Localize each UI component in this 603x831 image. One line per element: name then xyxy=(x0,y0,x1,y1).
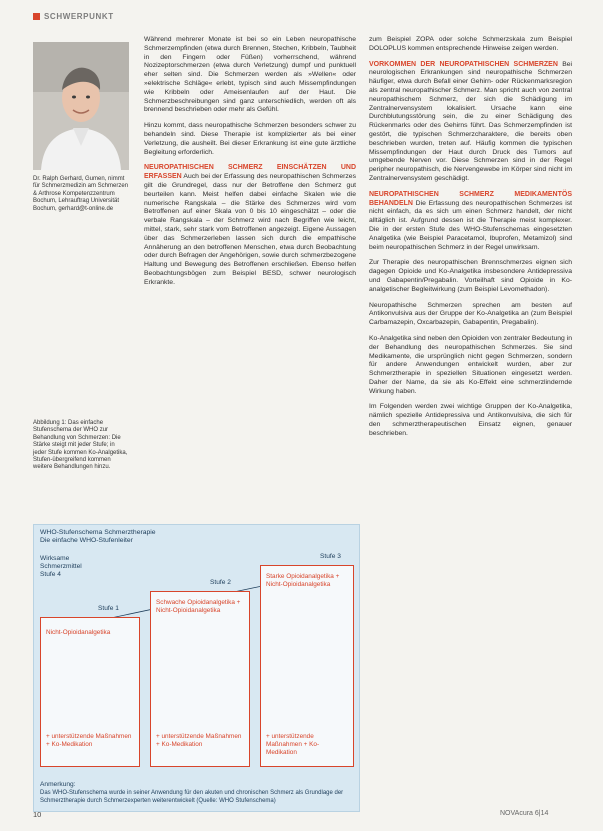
stage-3-text: Starke Opioidanalgetika + Nicht-Opioidanalgetika xyxy=(266,573,340,588)
section-header xyxy=(33,12,114,21)
section-heading: NEUROPATHISCHEN SCHMERZ MEDIKAMENTÖS BEHANDELN xyxy=(369,190,572,207)
page-number: 10 xyxy=(33,810,42,819)
stage-3-adjuvant: + unterstützende Maßnahmen + Ko-Medikation xyxy=(266,733,320,756)
figure-caption: Abbildung 1: Das einfache Stufenschema der WHO zur Behandlung von Schmerzen: Die Stärke steigt mit jeder Stufe; in jeder Stufe kommen Ko-Analgetika, Stufen-übergreifend kommen weitere Behandlungen hinzu. xyxy=(33,420,128,471)
infobox-title: WHO-Stufenschema Schmerztherapie Die einfache WHO-Stufenleiter xyxy=(40,529,156,544)
stufe-3-label: Stufe 3 xyxy=(320,553,341,560)
author-photo xyxy=(33,42,129,170)
who-stufenschema-box xyxy=(33,524,360,812)
axis-label: Wirksame Schmerzmittel Stufe 4 xyxy=(40,555,82,578)
portrait-illustration xyxy=(33,42,129,170)
stufe-2-label: Stufe 2 xyxy=(210,579,231,586)
section-heading: VORKOMMEN DER NEUROPATHISCHEN SCHMERZEN xyxy=(369,60,558,68)
stage-2-text: Schwache Opioidanalgetika + Nicht-Opioidanalgetika xyxy=(156,599,241,614)
infobox-note-title: Anmerkung: xyxy=(40,781,76,788)
stufe-1-label: Stufe 1 xyxy=(98,605,119,612)
body-paragraph: Im Folgenden werden zwei wichtige Gruppen der Ko-Analgetika, nämlich spezielle Antidepressiva und Antikonvulsiva, die sich für den schmerztherapeutischen Einsatz eignen, genauer beschrieben. xyxy=(369,403,572,437)
body-paragraph: Bei neurologischen Erkrankungen sind neuropathische Schmerzen häufiger, etwa durch Befall einer Gehirn- oder Rückenmarksregion als zentral neuropathischer Schmerz. Man spricht auch von zentral neuropathischem Schmerz, der sich die Schädigung im Zentralnervensystem lokalisiert. Ursache kann eine Durchblutungsstörung sein, die zu einer Schädigung des Rückenmarks oder des Gehirns führt. Das Schmerzempfinden ist gestört, die typischen Schmerzcharaktere, die bereits oben beschrieben wurden, treten auf. Häufig kommen die typischen Missempfindungen der Haut durch Druck des Tumors auf umgebende Nerven vor. Diese Schmerzen sind in der Regel peripher neuropathisch, die Nervengewebe im Körper sind nicht im Zentralnervensystem geschädigt. xyxy=(369,60,573,182)
section-block xyxy=(369,191,572,253)
magazine-issue: NOVAcura 6|14 xyxy=(500,810,549,817)
section-block xyxy=(369,61,572,184)
body-paragraph: Hinzu kommt, dass neuropathische Schmerzen besonders schwer zu behandeln sind. Diese Therapie ist komplizierter als bei einer Verletzung, die ausheilt. Bei dieser Erkrankung ist eine gute ärztliche Begleitung erforderlich. xyxy=(144,122,356,156)
body-paragraph: zum Beispiel ZOPA oder solche Schmerzskala zum Beispiel DOLOPLUS kommen entsprechende Hinweise zeigen werden. xyxy=(369,36,572,52)
section-block xyxy=(144,164,356,287)
body-paragraph: Die Erfassung des neuropathischen Schmerzes ist nicht einfach, da es sich um einen Schmerz handelt, der nicht alltäglich ist. Aufgrund dessen ist die Therapie meist komplexer. Die in der ersten Stufe des WHO-Stufenschemas eingesetzten Analgetika (wie Beispiel Paracetamol, Ibuprofen, Metamizol) sind beim neuropathischen Schmerz in der Regel unwirksam. xyxy=(369,199,573,251)
text-column-1 xyxy=(144,36,356,295)
body-paragraph: Auch bei der Erfassung des neuropathischen Schmerzes gilt die Grundregel, dass nur der Betroffene den Schmerz gut beurteilen kann. Meist helfen dabei einfache Skalen wie die numerische Rangskala – die Stärke des Schmerzes wird vom Betroffenen auf einer Skala von 0 bis 10 eingeschätzt – oder die verbale Rangskala – der Schmerz wird nach Begriffen wie leicht, mittel, stark, sehr stark vom Betroffenen angezeigt. Eigene Aussagen über das Schmerzerleben lassen sich durch die empathische Annäherung an den betroffenen Menschen, etwa durch Beobachtung oder durch Befragen der Angehörigen, sowie durch schmerzbezogene Haltung und Bewegung des Betroffenen erschließen. Ebenso helfen Beobachtungsbögen zum Beispiel BESD, schwer neurologisch Erkrankte. xyxy=(144,173,356,286)
body-paragraph: Neuropathische Schmerzen sprechen am besten auf Antikonvulsiva aus der Gruppe der Ko-Analgetika an (zum Beispiel Carbamazepin, Oxcarbazepin, Gabapentin, Pregabalin). xyxy=(369,301,572,327)
text-column-2 xyxy=(369,36,572,446)
author-caption: Dr. Ralph Gerhard, Gumen, nimmt für Schmerzmedizin am Schmerzen & Arthrose Kompetenzzentrum Bochum, Lehrauftrag Universität Bochum, gerhard@t-online.de xyxy=(33,176,129,212)
stage-1-adjuvant: + unterstützende Maßnahmen + Ko-Medikation xyxy=(46,733,132,748)
section-heading: NEUROPATHISCHEN SCHMERZ EINSCHÄTZEN UND ERFASSEN xyxy=(144,164,356,181)
body-paragraph: Während mehrerer Monate ist bei so ein Leben neuropathische Schmerzempfinden (etwa durch Brennen, Stechen, Kribbeln, Taubheit in den Fingern oder Füßen) vorherrschend, während Nozizeptorschmerzen (etwa durch Verletzung) dumpf und punktuell eher selten sind. Die Schmerzen werden als »Wellen« oder »elektrische Schläge« erlebt, typisch sind auch Missempfindungen wie Kribbeln oder Ameisenlaufen auf der Haut. Die Schmerzbeschreibungen sind ganz unterschiedlich, werden oft als brennend beschrieben oder mehr als Gefühl. xyxy=(144,36,356,114)
stage-2-adjuvant: + unterstützende Maßnahmen + Ko-Medikation xyxy=(156,733,242,748)
section-marker xyxy=(33,13,40,20)
body-paragraph: Ko-Analgetika sind neben den Opioiden von zentraler Bedeutung in der Behandlung des neuropathischen Schmerzes. Sie sind Medikamente, die ursprünglich nicht gegen Schmerzen, sondern für andere Anwendungen entwickelt wurden, aber zur Schmerztherapie in speziellen Situationen eingesetzt werden. Daher der Name, da sie als Ko-Effekt eine schmerzlindernde Wirkung haben. xyxy=(369,334,572,395)
section-title: SCHWERPUNKT xyxy=(44,12,114,21)
infobox-note-text: Das WHO-Stufenschema wurde in seiner Anwendung für den akuten und chronischen Schmerz als Grundlage der Schmerztherapie durch Schmerzexperten weiterentwickelt (Quelle: WHO Stufenschema) xyxy=(40,790,344,804)
body-paragraph: Zur Therapie des neuropathischen Brennschmerzes eignen sich dagegen Opioide und Ko-Analgetika insbesondere Antidepressiva und Gabapentin/Pregabalin. Vorteilhaft sind Opioide in Ko-analgetischer Begleitwirkung (zum Beispiel Levomethadon). xyxy=(369,259,572,293)
stage-1-text: Nicht-Opioidanalgetika xyxy=(46,629,111,636)
